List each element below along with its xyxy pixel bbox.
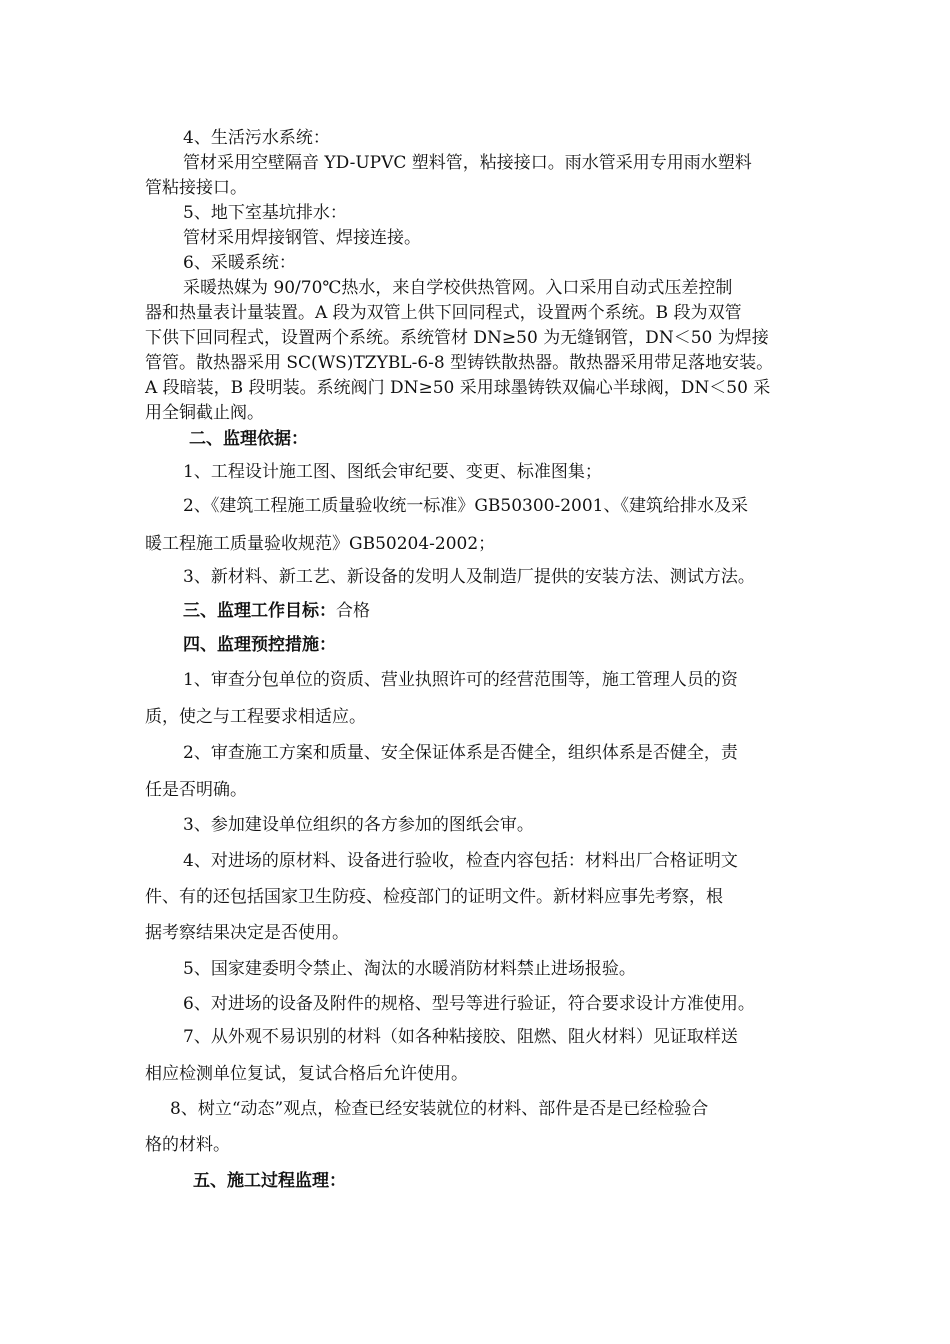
- section4-item4-line-3: 据考察结果决定是否使用。: [145, 923, 349, 943]
- item6-heading: 6、采暖系统：: [183, 253, 296, 273]
- item4-text-line-1: 管材采用空壁隔音 YD-UPVC 塑料管，粘接接口。雨水管采用专用雨水塑料: [183, 153, 752, 173]
- section4-item4-line-1: 4、对进场的原材料、设备进行验收，检查内容包括：材料出厂合格证明文: [183, 851, 738, 871]
- section4-item3: 3、参加建设单位组织的各方参加的图纸会审。: [183, 815, 534, 835]
- section2-heading: 二、监理依据：: [189, 429, 308, 449]
- section2-item2-line-1: 2、《建筑工程施工质量验收统一标准》GB50300-2001、《建筑给排水及采: [183, 496, 748, 516]
- item6-text-line-1: 采暖热媒为 90/70℃热水，来自学校供热管网。入口采用自动式压差控制: [183, 278, 733, 298]
- section4-item1-line-1: 1、审查分包单位的资质、营业执照许可的经营范围等，施工管理人员的资: [183, 670, 738, 690]
- section3-value: 合格: [336, 601, 370, 621]
- section4-item6: 6、对进场的设备及附件的规格、型号等进行验证，符合要求设计方准使用。: [183, 994, 755, 1014]
- section4-item1-line-2: 质，使之与工程要求相适应。: [145, 707, 366, 727]
- item6-text-line-4: 管管。散热器采用 SC(WS)TZYBL-6-8 型铸铁散热器。散热器采用带足落地安装。: [145, 353, 774, 373]
- item6-text-line-3: 下供下回同程式，设置两个系统。系统管材 DN≥50 为无缝钢管，DN＜50 为焊接: [145, 328, 769, 348]
- section2-item3: 3、新材料、新工艺、新设备的发明人及制造厂提供的安装方法、测试方法。: [183, 567, 755, 587]
- item5-text-line-1: 管材采用焊接钢管、焊接连接。: [183, 228, 421, 248]
- item4-heading: 4、生活污水系统：: [183, 128, 330, 148]
- item6-text-line-5: A 段暗装，B 段明装。系统阀门 DN≥50 采用球墨铸铁双偏心半球阀，DN＜50 采: [145, 378, 771, 398]
- section5-heading: 五、施工过程监理：: [193, 1171, 346, 1191]
- section4-item4-line-2: 件、有的还包括国家卫生防疫、检疫部门的证明文件。新材料应事先考察，根: [145, 887, 723, 907]
- section2-item1: 1、工程设计施工图、图纸会审纪要、变更、标准图集；: [183, 462, 602, 482]
- section3-line: [183, 600, 370, 622]
- item6-text-line-2: 器和热量表计量装置。A 段为双管上供下回同程式，设置两个系统。B 段为双管: [145, 303, 742, 323]
- section3-heading: 三、监理工作目标：: [183, 601, 336, 621]
- section4-item5: 5、国家建委明令禁止、淘汰的水暖消防材料禁止进场报验。: [183, 959, 636, 979]
- item6-text-line-6: 用全铜截止阀。: [145, 403, 264, 423]
- section4-item7-line-2: 相应检测单位复试，复试合格后允许使用。: [145, 1064, 468, 1084]
- item4-text-line-2: 管粘接接口。: [145, 178, 247, 198]
- section4-item8-line-2: 格的材料。: [145, 1135, 230, 1155]
- section4-item2-line-1: 2、审查施工方案和质量、安全保证体系是否健全，组织体系是否健全，责: [183, 743, 738, 763]
- item5-heading: 5、地下室基坑排水：: [183, 203, 347, 223]
- section2-item2-line-2: 暖工程施工质量验收规范》GB50204-2002；: [145, 534, 496, 554]
- section4-heading: 四、监理预控措施：: [183, 635, 336, 655]
- section4-item2-line-2: 任是否明确。: [145, 780, 247, 800]
- section4-item7-line-1: 7、从外观不易识别的材料（如各种粘接胶、阻燃、阻火材料）见证取样送: [183, 1027, 738, 1047]
- section4-item8-line-1: 8、树立“动态”观点，检查已经安装就位的材料、部件是否是已经检验合: [170, 1099, 709, 1119]
